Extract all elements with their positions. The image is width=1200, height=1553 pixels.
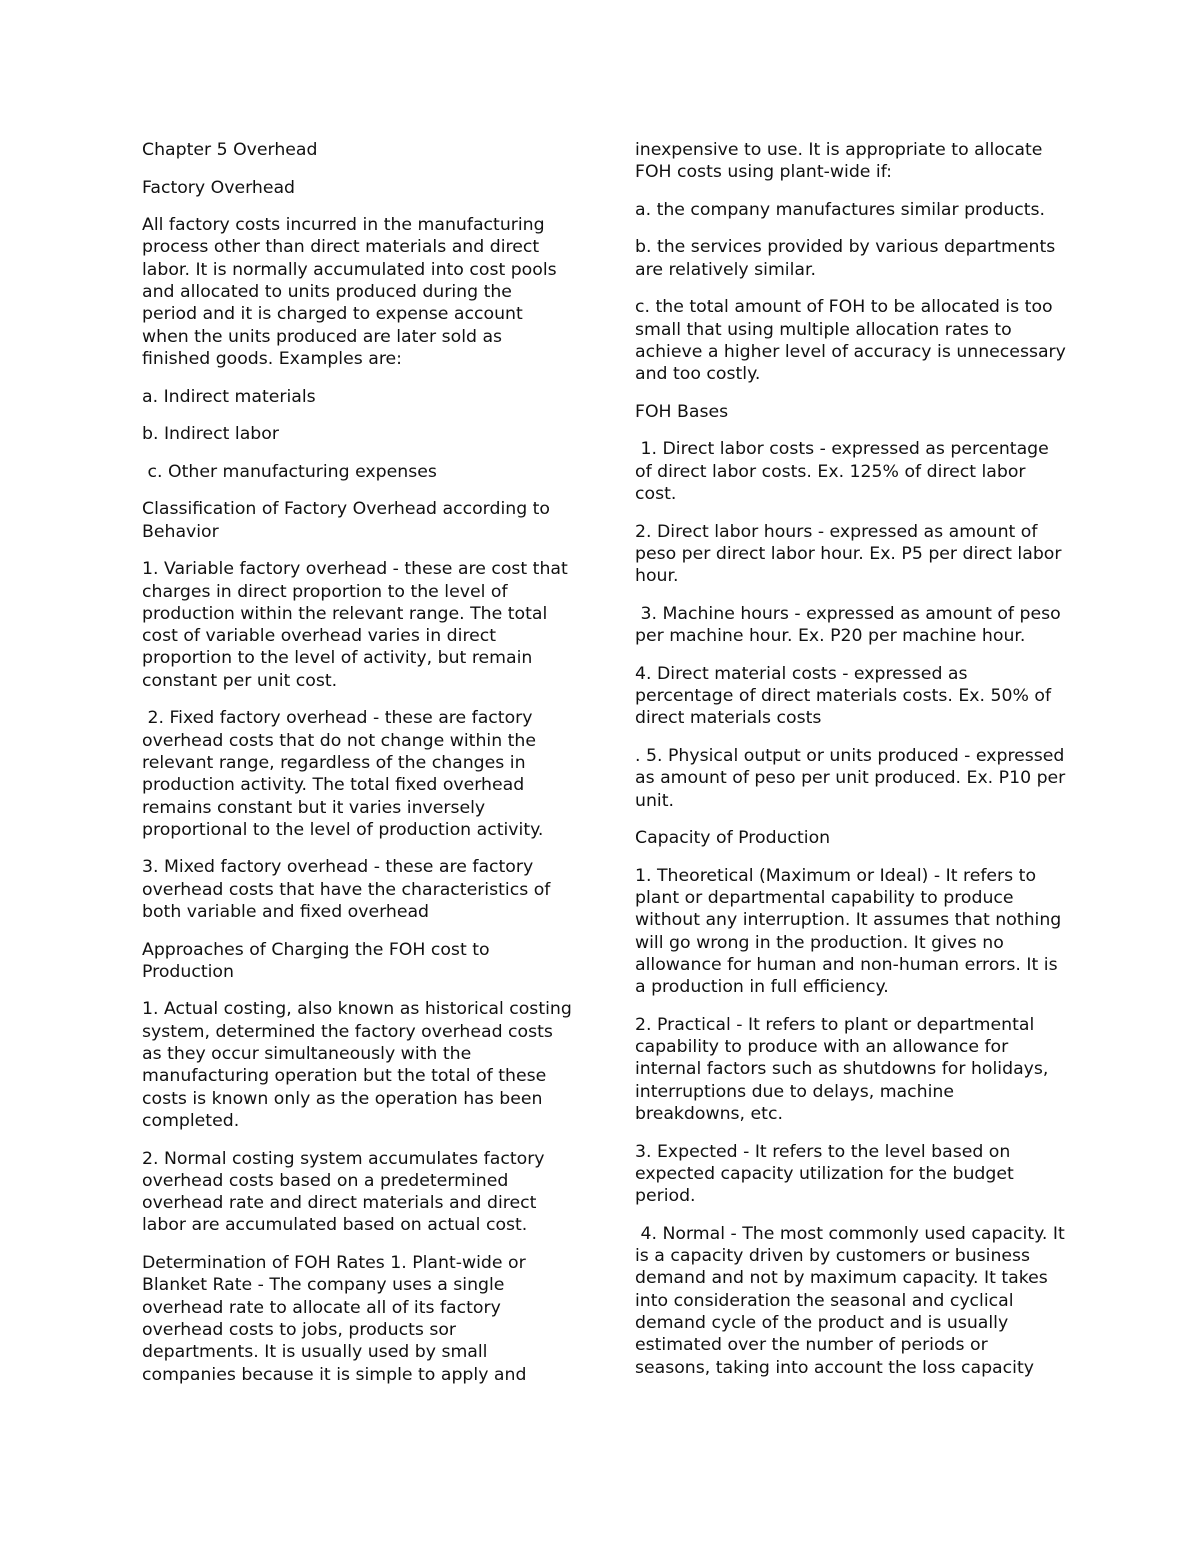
paragraph-theoretical-capacity: 1. Theoretical (Maximum or Ideal) - It refers to plant or departmental capability to produce without any interruption. It assumes that nothing will go wrong in the production. It gives no allowance for human and non-human errors. It is a production in full efficiency. <box>635 865 1067 998</box>
paragraph-actual-costing: 1. Actual costing, also known as historical costing system, determined the factory overhead costs as they occur simultaneously with the manufacturing operation but the total of these costs is known only as the operation has been completed. <box>142 999 578 1131</box>
paragraph-direct-material-costs: 4. Direct material costs - expressed as percentage of direct materials costs. Ex. 50% of direct materials costs <box>635 663 1057 729</box>
list-item-similar-services: b. the services provided by various departments are relatively similar. <box>635 237 1061 280</box>
right-text-column <box>635 139 1072 1394</box>
list-item-other-expenses: c. Other manufacturing expenses <box>142 461 437 482</box>
paragraph-plant-wide-continued: inexpensive to use. It is appropriate to allocate FOH costs using plant-wide if: <box>635 140 1048 183</box>
section-heading-classification: Classification of Factory Overhead according to Behavior <box>142 499 556 542</box>
paragraph-direct-labor-costs: 1. Direct labor costs - expressed as percentage of direct labor costs. Ex. 125% of direct labor cost. <box>635 439 1055 505</box>
paragraph-machine-hours: 3. Machine hours - expressed as amount of peso per machine hour. Ex. P20 per machine hour. <box>635 603 1067 647</box>
list-item-indirect-materials: a. Indirect materials <box>142 386 316 407</box>
section-heading-factory-overhead: Factory Overhead <box>142 177 296 198</box>
paragraph-fixed-overhead: 2. Fixed factory overhead - these are factory overhead costs that do not change within the relevant range, regardless of the changes in production activity. The total fixed overhead remains constant but it varies inversely proportional to the level of production activity. <box>142 708 544 840</box>
paragraph-practical-capacity: 2. Practical - It refers to plant or departmental capability to produce with an allowance for internal factors such as shutdowns for holidays, interruptions due to delays, machine breakdowns, etc. <box>635 1014 1054 1124</box>
paragraph-mixed-overhead: 3. Mixed factory overhead - these are factory overhead costs that have the characteristics of both variable and fixed overhead <box>142 857 556 922</box>
chapter-title: Chapter 5 Overhead <box>142 140 318 160</box>
paragraph-expected-capacity: 3. Expected - It refers to the level based on expected capacity utilization for the budget period. <box>635 1141 1020 1207</box>
paragraph-definition: All factory costs incurred in the manufacturing process other than direct materials and direct labor. It is normally accumulated into cost pools and allocated to units produced during the period and it is charged to expense account when the units produced are later sold as finished goods. Examples are: <box>142 215 563 369</box>
paragraph-normal-costing: 2. Normal costing system accumulates factory overhead costs based on a predetermined overhead rate and direct materials and direct labor are accumulated based on actual cost. <box>142 1148 551 1236</box>
paragraph-physical-output: . 5. Physical output or units produced - expressed as amount of peso per unit produced. Ex. P10 per unit. <box>635 745 1071 811</box>
section-heading-approaches: Approaches of Charging the FOH cost to Production <box>142 939 496 982</box>
section-heading-capacity: Capacity of Production <box>635 828 831 849</box>
paragraph-variable-overhead: 1. Variable factory overhead - these are cost that charges in direct proportion to the level of production within the relevant range. The total cost of variable overhead varies in direct proportion to the level of activity, but remain constant per unit cost. <box>142 559 574 691</box>
paragraph-direct-labor-hours: 2. Direct labor hours - expressed as amount of peso per direct labor hour. Ex. P5 per direct labor hour. <box>635 521 1067 587</box>
section-heading-foh-bases: FOH Bases <box>635 401 729 422</box>
paragraph-foh-rates: Determination of FOH Rates 1. Plant-wide or Blanket Rate - The company uses a single overhead rate to allocate all of its factory overhead costs to jobs, products sor departments. It is usually used by small companies because it is simple to apply and <box>142 1253 532 1385</box>
list-item-indirect-labor: b. Indirect labor <box>142 424 279 445</box>
list-item-small-foh: c. the total amount of FOH to be allocated is too small that using multiple allocation rates to achieve a higher level of accuracy is unnecessary and too costly. <box>635 297 1072 385</box>
paragraph-normal-capacity: 4. Normal - The most commonly used capacity. It is a capacity driven by customers or business demand and not by maximum capacity. It takes into consideration the seasonal and cyclical demand cycle of the product and is usually estimated over the number of periods or seasons, taking into account the loss capacity <box>635 1223 1071 1378</box>
list-item-similar-products: a. the company manufactures similar products. <box>635 199 1046 220</box>
left-text-column <box>142 139 578 1401</box>
